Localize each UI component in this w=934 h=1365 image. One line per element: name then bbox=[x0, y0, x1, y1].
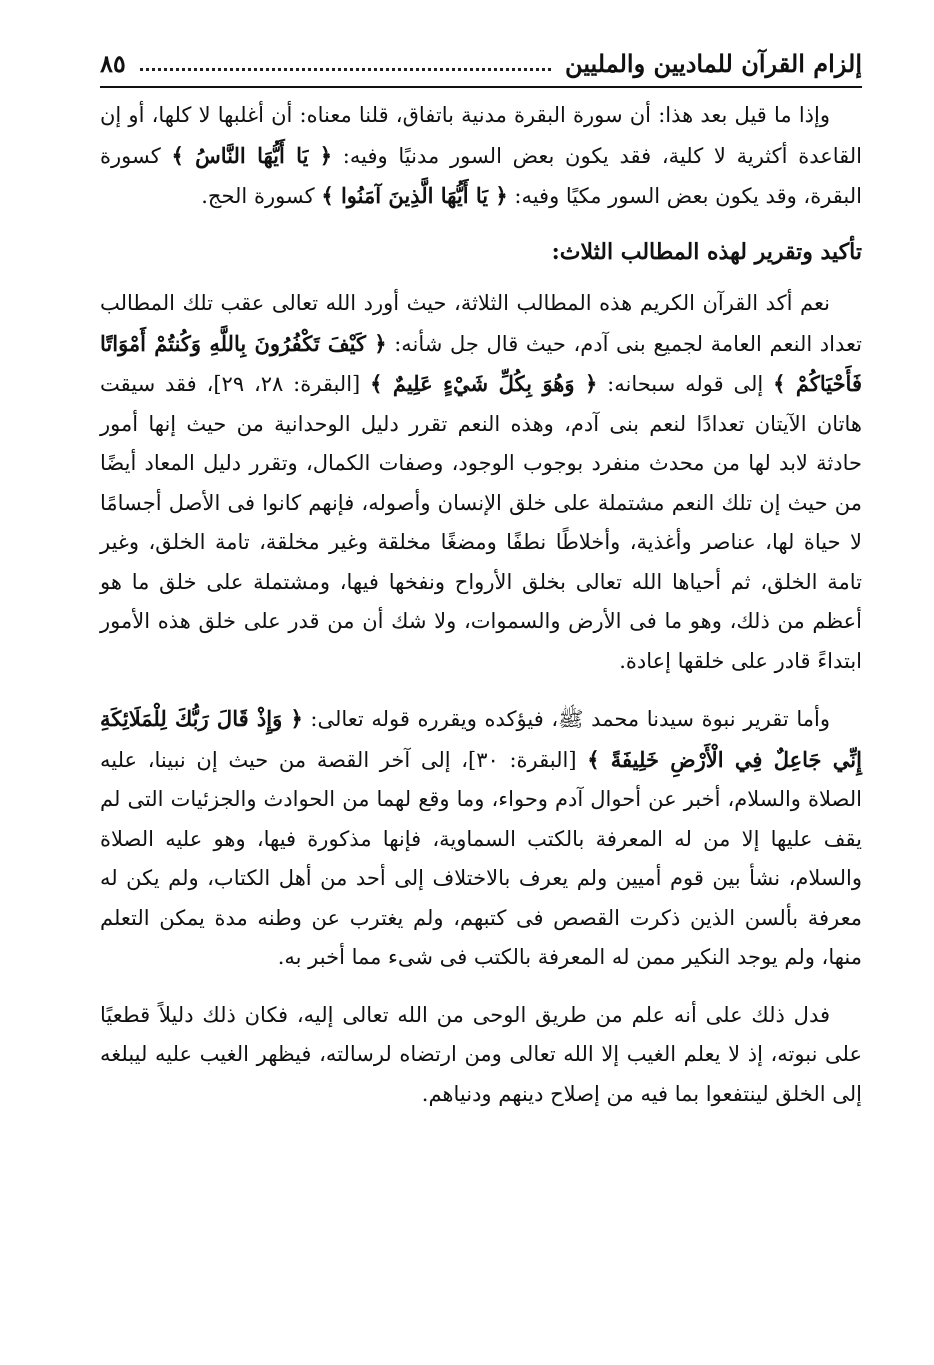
paragraph-1-text-c: كسورة الحج. bbox=[201, 184, 322, 208]
page-body bbox=[100, 96, 862, 1114]
running-header bbox=[100, 40, 862, 88]
paragraph-2-text-c: ، فقد سيقت هاتان الآيتان تعدادًا لنعم بنى آدم، وهذه النعم تقرر دليل الوحدانية من حيث إنها أمور حادثة لابد لها من محدث منفرد بوجوب الوجود، وصفات الكمال، وتقرر دليل المعاد أيضًا من حيث إن تلك النعم مشتملة على خلق الإنسان وأصوله، فإنهم كانوا فى الأصل أجسامًا لا حياة لها، عناصر وأغذية، وأخلاطًا نطفًا ومضغًا مخلقة وغير مخلقة، تامة الخلق، وغير تامة الخلق، ثم أحياها الله تعالى بخلق الأرواح ونفخها فيها، ومشتملة على خلق ما هو أعظم من ذلك، وهو ما فى الأرض والسموات، ولا شك أن من قدر على خلق هذه الأمور ابتداءً قادر على خلقها إعادة. bbox=[100, 372, 862, 673]
quran-verse-wa-huwa-bikulli-shayin: ﴿ وَهُوَ بِكُلِّ شَيْءٍ عَلِيمٌ ﴾ bbox=[370, 371, 598, 396]
paragraph-1-text-b: كسورة البقرة، وقد يكون بعض السور مكيًا وفيه: bbox=[100, 143, 862, 208]
quran-verse-ya-ayyuha-an-nas: ﴿ يَا أَيُّهَا النَّاسُ ﴾ bbox=[171, 142, 333, 168]
paragraph-2-text-a: نعم أكد القرآن الكريم هذه المطالب الثلاثة، حيث أورد الله تعالى عقب تلك المطالب تعداد النعم العامة لجميع بنى آدم، حيث قال جل شأنه: bbox=[100, 291, 862, 356]
citation-baqarah-28-29: [البقرة: ٢٨، ٢٩] bbox=[213, 372, 371, 396]
book-title: إلزام القرآن للماديين والمليين bbox=[565, 48, 862, 78]
header-dot-leader bbox=[140, 68, 551, 71]
quran-verse-kayfa-takfuruna: ﴿ كَيْفَ تَكْفُرُونَ بِاللَّهِ وَكُنتُمْ أَمْوَاتًا فَأَحْيَاكُمْ ﴾ bbox=[100, 330, 862, 396]
paragraph-3 bbox=[100, 699, 862, 978]
citation-baqarah-30: [البقرة: ٣٠] bbox=[468, 747, 588, 772]
quran-verse-ya-ayyuha-alladhina-amanu: ﴿ يَا أَيُّهَا الَّذِينَ آمَنُوا ﴾ bbox=[321, 183, 508, 208]
paragraph-4 bbox=[100, 996, 862, 1115]
paragraph-2 bbox=[100, 284, 862, 681]
paragraph-1-text-a: وإذا ما قيل بعد هذا: أن سورة البقرة مدنية باتفاق، قلنا معناه: أن أغلبها لا كلها، أو إن القاعدة أكثرية لا كلية، فقد يكون بعض السور مدنيًا وفيه: bbox=[100, 103, 863, 168]
paragraph-4-text-a: فدل ذلك على أنه علم من طريق الوحى من الله تعالى إليه، فكان ذلك دليلاً قطعيًا على نبوته، إذ لا يعلم الغيب إلا الله تعالى ومن ارتضاه لرسالته، فيظهر الغيب عليه ليبلغه إلى الخلق لينتفعوا بما فيه من إصلاح دينهم ودنياهم. bbox=[100, 1002, 862, 1106]
section-heading: تأكيد وتقرير لهذه المطالب الثلاث: bbox=[551, 238, 862, 265]
page-number: ٨٥ bbox=[100, 48, 126, 78]
paragraph-2-text-b: إلى قوله سبحانه: bbox=[597, 372, 774, 396]
paragraph-1 bbox=[100, 96, 862, 217]
paragraph-3-text-b: ، إلى آخر القصة من حيث إن نبينا، عليه الصلاة والسلام، أخبر عن أحوال آدم وحواء، وما وقع لهما من الحوادث والجزئيات التى لم يقف عليها إلا من له المعرفة بالكتب السماوية، فإنها مذكورة فيها، وهو عليه الصلاة والسلام، نشأ بين قوم أميين ولم يعرف بالاختلاف إلى أحد من أهل الكتاب، ولم يكن له معرفة بألسن الذين ذكرت القصص فى كتبهم، ولم يغترب عن وطنه مدة يمكن التعلم منها، ولم يوجد النكير ممن له المعرفة بالكتب فى شىء مما أخبر به. bbox=[100, 747, 862, 969]
quran-verse-wa-idh-qala-rabbuka: ﴿ وَإِذْ قَالَ رَبُّكَ لِلْمَلَائِكَةِ إِنِّي جَاعِلٌ فِي الْأَرْضِ خَلِيفَةً ﴾ bbox=[100, 706, 862, 772]
paragraph-3-text-a: وأما تقرير نبوة سيدنا محمد ﷺ، فيؤكده ويقرره قوله تعالى: bbox=[302, 707, 830, 731]
